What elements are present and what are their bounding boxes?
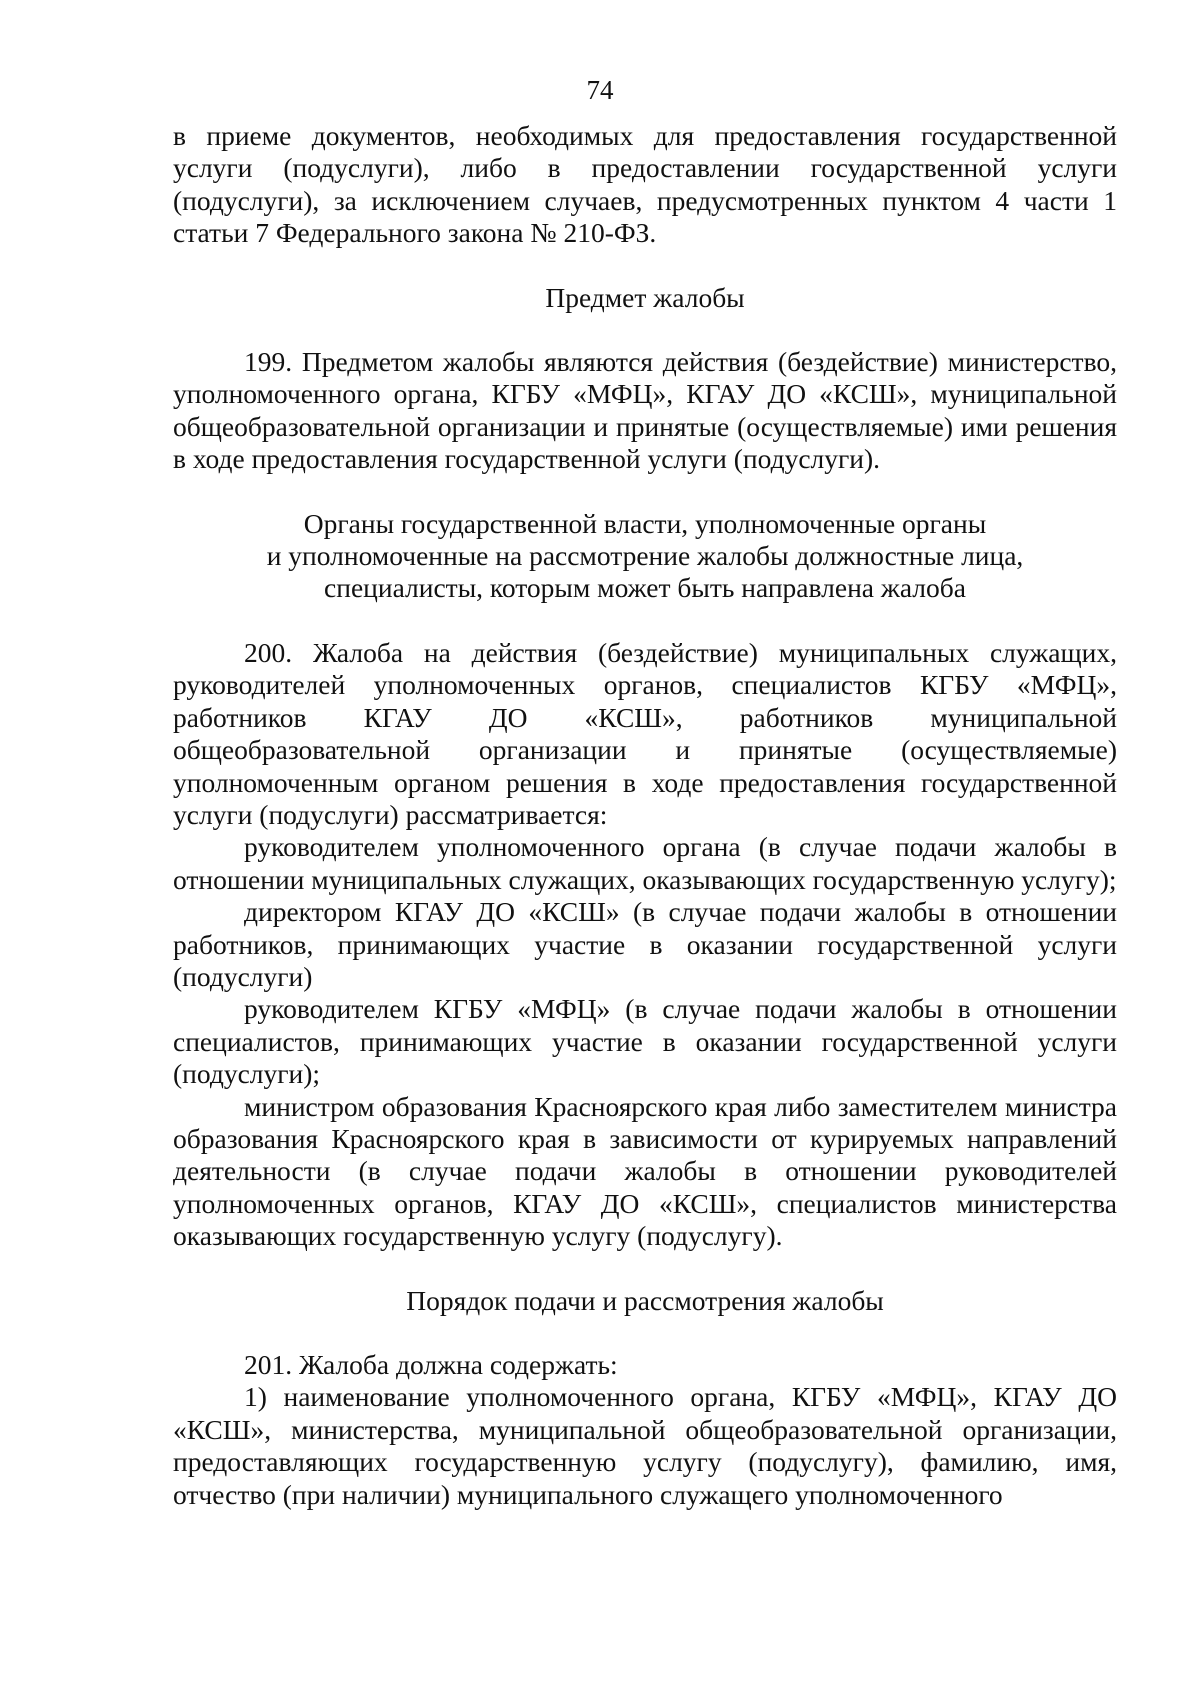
- document-body: [173, 120, 1117, 1511]
- paragraph-200-item-b: директором КГАУ ДО «КСШ» (в случае подачи жалобы в отношении работников, принимающих участие в оказании государственной услуги (подуслуги): [173, 896, 1117, 992]
- section-heading-authorities-line-1: Органы государственной власти, уполномоченные органы: [303, 507, 987, 539]
- section-heading-procedure: Порядок подачи и рассмотрения жалобы: [406, 1284, 884, 1316]
- spacer: [173, 605, 1117, 637]
- paragraph-200-item-c: руководителем КГБУ «МФЦ» (в случае подачи жалобы в отношении специалистов, принимающих участие в оказании государственной услуги (подуслуги);: [173, 993, 1117, 1090]
- paragraph-199: 199. Предметом жалобы являются действия (бездействие) министерство, уполномоченного органа, КГБУ «МФЦ», КГАУ ДО «КСШ», муниципальной общеобразовательной организации и принятые (осуществляемые) ими решения в ходе предоставления государственной услуги (подуслуги).: [173, 346, 1117, 475]
- spacer: [173, 250, 1117, 282]
- spacer: [173, 1253, 1117, 1285]
- spacer: [173, 476, 1117, 508]
- paragraph-201: 201. Жалоба должна содержать:: [244, 1349, 618, 1380]
- paragraph-201-item-1: 1) наименование уполномоченного органа, КГБУ «МФЦ», КГАУ ДО «КСШ», министерства, муниципальной общеобразовательной организации, предоставляющих государственную услугу (подуслугу), фамилию, имя, отчество (при наличии) муниципального служащего уполномоченного: [173, 1381, 1117, 1510]
- spacer: [173, 1317, 1117, 1349]
- section-heading-authorities-line-2: и уполномоченные на рассмотрение жалобы должностные лица,: [266, 540, 1024, 572]
- spacer: [173, 314, 1117, 346]
- page-number: 74: [586, 75, 614, 105]
- section-heading-authorities-line-3: специалисты, которым может быть направлена жалоба: [324, 572, 966, 604]
- section-heading-subject: Предмет жалобы: [545, 281, 745, 313]
- paragraph-intro-continuation: в приеме документов, необходимых для предоставления государственной услуги (подуслуги), либо в предоставлении государственной услуги (подуслуги), за исключением случаев, предусмотренных пунктом 4 части 1 статьи 7 Федерального закона № 210-ФЗ.: [173, 120, 1117, 249]
- paragraph-200-item-d: министром образования Красноярского края либо заместителем министра образования Красноярского края в зависимости от курируемых направлений деятельности (в случае подачи жалобы в отношении руководителей уполномоченных органов, КГАУ ДО «КСШ», специалистов министерства оказывающих государственную услугу (подуслугу).: [173, 1090, 1117, 1252]
- paragraph-200: 200. Жалоба на действия (бездействие) муниципальных служащих, руководителей уполномоченных органов, специалистов КГБУ «МФЦ», работников КГАУ ДО «КСШ», работников муниципальной общеобразовательной организации и принятые (осуществляемые) уполномоченным органом решения в ходе предоставления государственной услуги (подуслуги) рассматривается:: [173, 636, 1117, 830]
- paragraph-200-item-a: руководителем уполномоченного органа (в случае подачи жалобы в отношении муниципальных служащих, оказывающих государственную услугу);: [173, 831, 1117, 895]
